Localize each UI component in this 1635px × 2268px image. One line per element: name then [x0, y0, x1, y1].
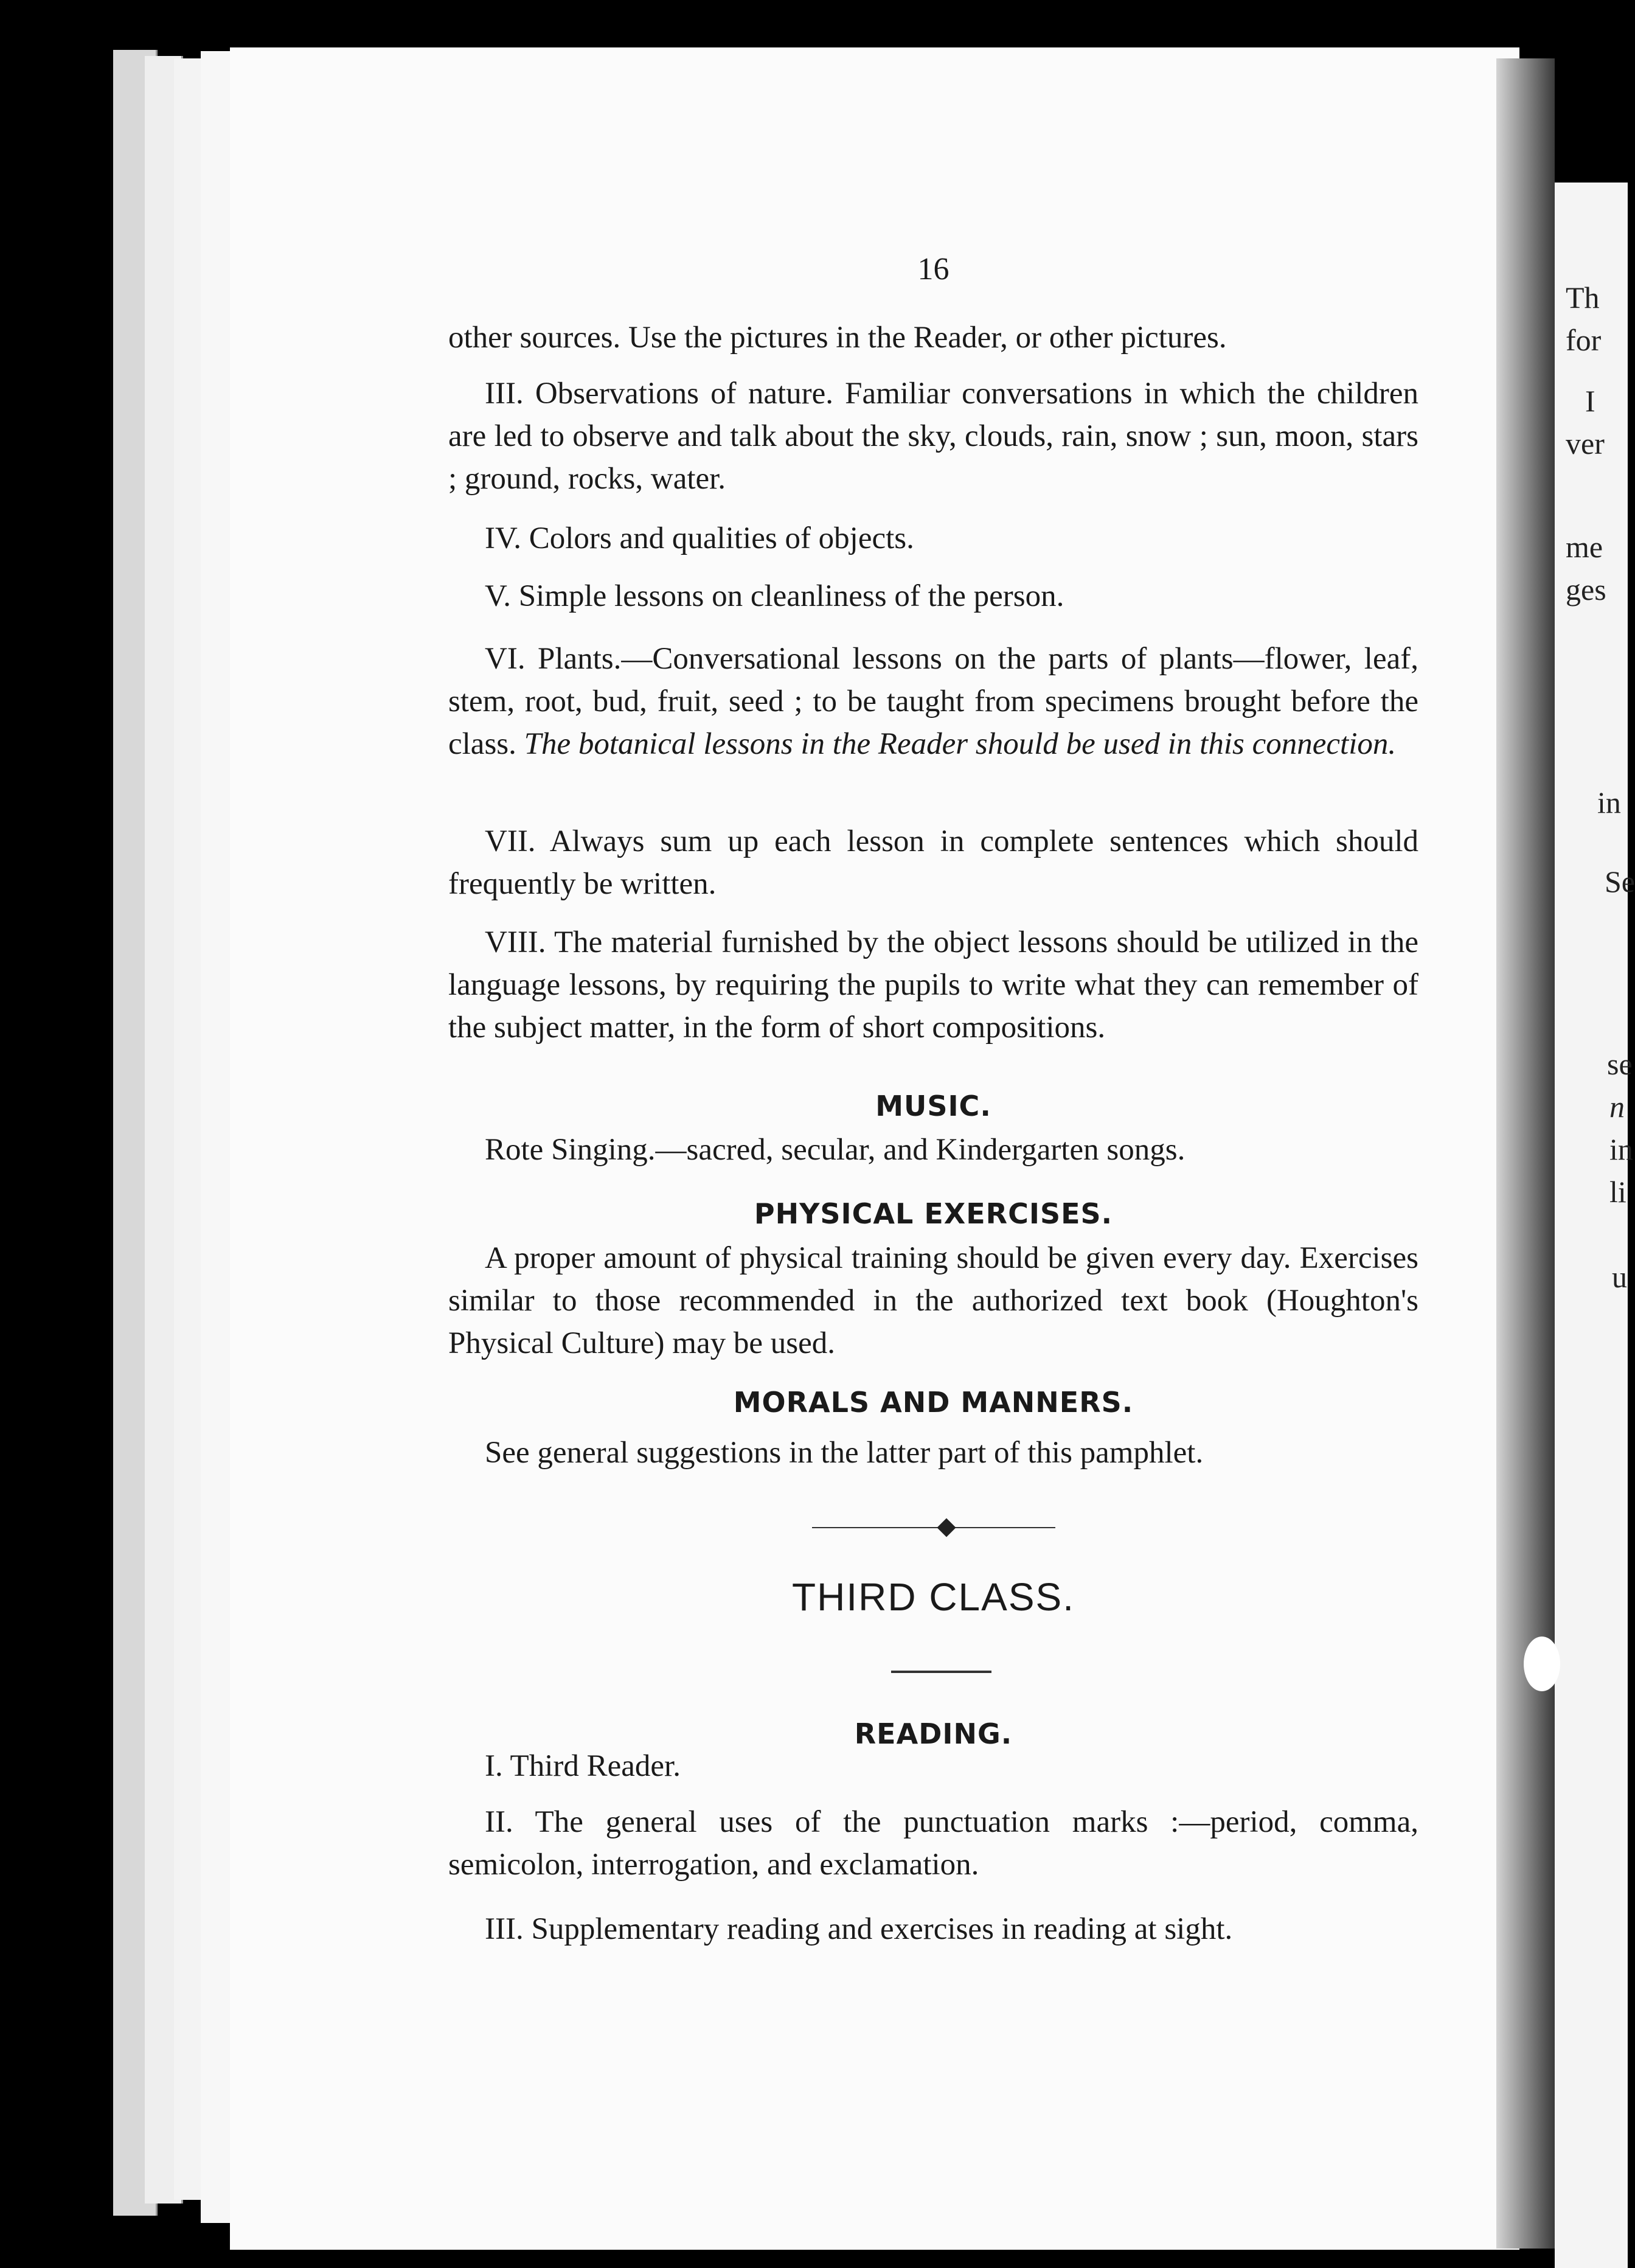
paragraph-iii	[448, 372, 1418, 500]
paragraph-continuation: other sources. Use the pictures in the Reader, or other pictures.	[448, 321, 1227, 355]
paragraph-vi	[448, 638, 1418, 765]
facing-fragment: u	[1612, 1260, 1627, 1294]
paragraph-text: VII. Always sum up each lesson in complete sentences which should frequently be written.	[448, 824, 1418, 901]
paragraph-text: See general suggestions in the latter part of this pamphlet.	[485, 1436, 1204, 1470]
reading-item-i	[448, 1745, 1418, 1787]
facing-fragment: in	[1609, 1132, 1633, 1166]
facing-fragment: se	[1607, 1047, 1633, 1081]
paragraph-text: A proper amount of physical training should be given every day. Exercises similar to those recommended in the authorized text book (Houghton's Physical Culture) may be used.	[448, 1241, 1418, 1360]
facing-fragment: li	[1609, 1175, 1626, 1209]
facing-page-fragment	[1555, 183, 1635, 2268]
page-number: 16	[917, 252, 949, 287]
paragraph-italic-text: The botanical lessons in the Reader should be used in this connection.	[524, 727, 1397, 761]
paragraph-v	[448, 575, 1418, 617]
facing-fragment: ges	[1566, 572, 1606, 607]
paragraph-viii	[448, 921, 1418, 1049]
paragraph-text: IV. Colors and qualities of objects.	[485, 521, 914, 555]
paragraph-text: VIII. The material furnished by the object lessons should be utilized in the language lessons, by requiring the pupils to write what they can remember of the subject matter, in the form of short compositions.	[448, 925, 1418, 1045]
title-underline	[891, 1671, 991, 1673]
paragraph-text: III. Supplementary reading and exercises in reading at sight.	[485, 1912, 1233, 1946]
section-heading-morals-and-manners: MORALS AND MANNERS.	[733, 1386, 1134, 1419]
section-heading-music: MUSIC.	[875, 1090, 991, 1122]
book-gutter-shadow	[1496, 58, 1555, 2249]
paragraph-text: II. The general uses of the punctuation marks :—period, comma, semicolon, interrogation, and exclamation.	[448, 1805, 1418, 1882]
music-text	[448, 1129, 1418, 1171]
facing-fragment: Se	[1605, 864, 1635, 899]
facing-fragment: ver	[1566, 426, 1605, 461]
morals-text	[448, 1431, 1418, 1474]
facing-fragment: me	[1566, 530, 1603, 564]
page-text-block	[448, 0, 1418, 2268]
facing-fragment: in	[1597, 785, 1621, 819]
ornamental-divider	[812, 1527, 1055, 1528]
reading-item-iii	[448, 1908, 1418, 1950]
facing-fragment: for	[1566, 323, 1602, 357]
page-stack-edge	[201, 51, 232, 2223]
paragraph-vii	[448, 820, 1418, 905]
physical-exercises-text	[448, 1237, 1418, 1365]
paragraph-text: VI. Plants.—Conversational lessons on the parts of plants—flower, leaf, stem, root, bud, fruit, seed ; to be taught from specimens brought before the class.	[448, 642, 1418, 761]
facing-fragment: Th	[1566, 280, 1600, 315]
paragraph-text: Rote Singing.—sacred, secular, and Kindergarten songs.	[485, 1133, 1185, 1167]
third-class-title: THIRD CLASS.	[792, 1575, 1075, 1619]
facing-fragment: I	[1585, 384, 1595, 418]
scan-speck	[1524, 1637, 1560, 1691]
reading-item-ii	[448, 1801, 1418, 1886]
paragraph-iv	[448, 517, 1418, 560]
paragraph-text: I. Third Reader.	[485, 1749, 681, 1783]
divider-diamond	[937, 1518, 956, 1537]
paragraph-text: V. Simple lessons on cleanliness of the person.	[485, 579, 1064, 613]
facing-fragment: n	[1609, 1090, 1625, 1124]
paragraph-text: III. Observations of nature. Familiar conversations in which the children are led to observe and talk about the sky, clouds, rain, snow ; sun, moon, stars ; ground, rocks, water.	[448, 377, 1418, 496]
section-heading-physical-exercises: PHYSICAL EXERCISES.	[754, 1197, 1113, 1230]
section-heading-reading: READING.	[854, 1717, 1013, 1750]
